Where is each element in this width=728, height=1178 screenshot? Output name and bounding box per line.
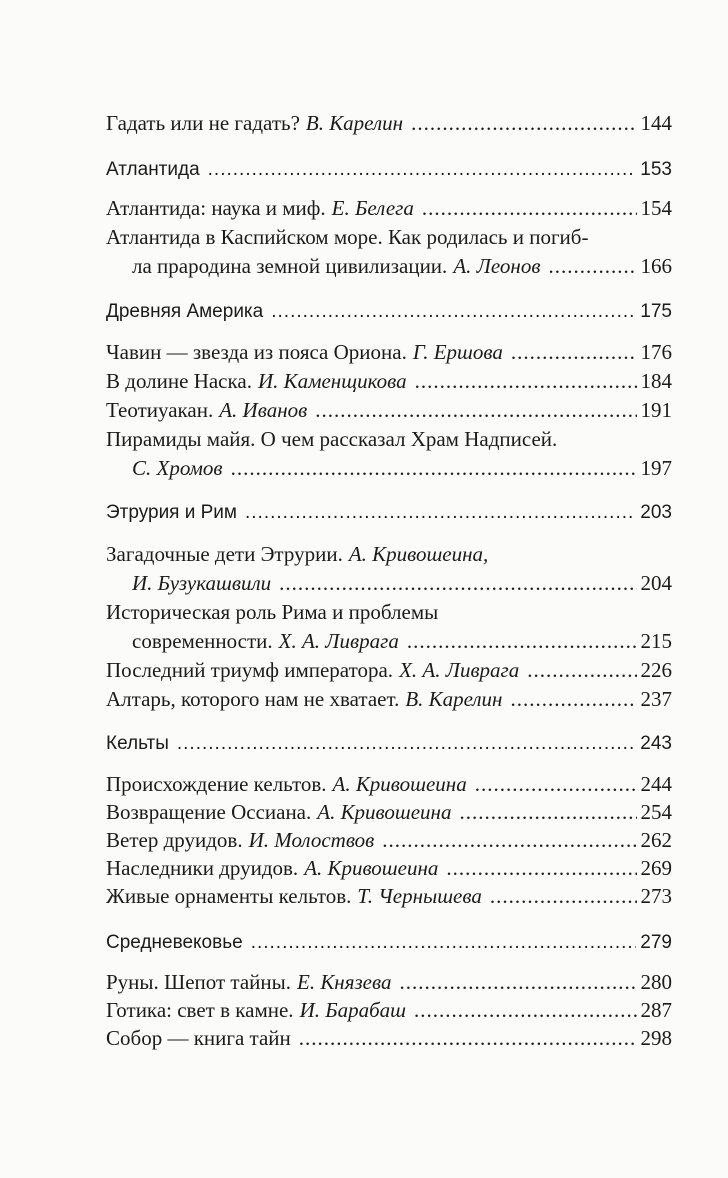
table-of-contents [106,0,672,1178]
entry-title: Происхождение кельтов. [106,772,327,796]
dot-leader [177,729,636,759]
entry-author: А. Кривошеина [304,856,439,880]
entry-author: Е. Князева [297,970,392,994]
dot-leader [407,626,637,656]
entry-title: современности. [132,629,273,653]
entry-title: Атлантида: наука и миф. [106,196,326,220]
entry-title: В долине Наска. [106,369,252,393]
toc-entry [106,539,672,569]
entry-page-number: 254 [640,800,672,824]
entry-page-number: 154 [640,196,672,220]
entry-page-number: 191 [640,398,672,422]
entry-author: А. Леонов [453,254,541,278]
dot-leader [475,769,637,799]
entry-page-number: 273 [640,884,672,908]
entry-page-number: 166 [640,254,672,278]
dot-leader [490,881,637,911]
entry-page-number: 176 [640,340,672,364]
dot-leader [399,967,636,997]
entry-page-number: 262 [640,828,672,852]
toc-entry [106,769,672,799]
toc-entry [106,424,672,454]
dot-leader [422,193,637,223]
entry-title: Теотиуакан. [106,398,214,422]
entry-title: Историческая роль Рима и проблемы [106,600,439,624]
entry-author: Г. Ершова [412,340,503,364]
toc-entry [106,193,672,223]
entry-author: В. Карелин [305,111,404,135]
entry-title: Атлантида в Каспийском море. Как родилась и погиб- [106,225,589,249]
dot-leader [510,684,636,714]
entry-title: Алтарь, которого нам не хватает. [106,687,400,711]
dot-leader [382,825,636,855]
dot-leader [251,928,637,958]
dot-leader [279,568,636,598]
entry-author: А. Кривошеина [317,800,452,824]
entry-author: И. Молоствов [248,828,375,852]
entry-title: ла прародина земной цивилизации. [132,254,448,278]
toc-entry [106,337,672,367]
toc-entry [106,881,672,911]
entry-page-number: 244 [640,772,672,796]
toc-entry-continuation [132,568,672,598]
entry-page-number: 237 [640,687,672,711]
dot-leader [446,853,636,883]
toc-entry-continuation [132,453,672,483]
entry-page-number: 184 [640,369,672,393]
entry-page-number: 243 [640,733,672,754]
entry-author: Т. Чернышева [357,884,482,908]
toc-section-heading [106,297,672,327]
dot-leader [511,337,637,367]
dot-leader [208,155,637,185]
toc-entry [106,395,672,425]
entry-page-number: 215 [640,629,672,653]
entry-page-number: 144 [640,111,672,135]
entry-title: Готика: свет в камне. [106,998,294,1022]
toc-entry-continuation [132,251,672,281]
toc-entry [106,108,672,138]
entry-title: Гадать или не гадать? [106,111,300,135]
entry-title: Наследники друидов. [106,856,299,880]
toc-section-heading [106,928,672,958]
dot-leader [411,108,636,138]
entry-page-number: 269 [640,856,672,880]
toc-entry [106,366,672,396]
entry-title: Собор — книга тайн [106,1026,291,1050]
section-title: Кельты [106,733,169,754]
entry-author: И. Бузукашвили [132,571,272,595]
dot-leader [245,498,636,528]
entry-author: А. Кривошеина [332,772,467,796]
dot-leader [459,797,636,827]
toc-entry [106,222,672,252]
entry-author: Х. А. Ливрага [399,658,520,682]
toc-section-heading [106,155,672,185]
dot-leader [299,1023,637,1053]
toc-entry [106,995,672,1025]
toc-entry-continuation [132,626,672,656]
toc-section-heading [106,729,672,759]
entry-page-number: 153 [640,159,672,180]
dot-leader [415,366,637,396]
toc-entry [106,853,672,883]
entry-author: Е. Белега [331,196,414,220]
entry-author: Х. А. Ливрага [278,629,399,653]
toc-section-heading [106,498,672,528]
toc-entry [106,597,672,627]
entry-title: Загадочные дети Этрурии. [106,542,343,566]
entry-title: Живые орнаменты кельтов. [106,884,352,908]
entry-page-number: 204 [640,571,672,595]
entry-title: Ветер друидов. [106,828,243,852]
entry-page-number: 280 [640,970,672,994]
entry-title: Возвращение Оссиана. [106,800,312,824]
toc-entry [106,797,672,827]
entry-title: Руны. Шепот тайны. [106,970,292,994]
dot-leader [414,995,636,1025]
entry-author: С. Хромов [132,456,223,480]
toc-entry [106,655,672,685]
dot-leader [315,395,636,425]
dot-leader [527,655,636,685]
entry-page-number: 197 [640,456,672,480]
entry-title: Пирамиды майя. О чем рассказал Храм Надписей. [106,427,558,451]
entry-author: А. Кривошеина, [348,542,489,566]
dot-leader [548,251,636,281]
entry-page-number: 203 [640,502,672,523]
entry-title: Чавин — звезда из пояса Ориона. [106,340,407,364]
toc-entry [106,1023,672,1053]
section-title: Средневековье [106,932,243,953]
entry-page-number: 287 [640,998,672,1022]
dot-leader [271,297,636,327]
toc-entry [106,967,672,997]
entry-author: В. Карелин [405,687,503,711]
toc-entry [106,825,672,855]
entry-page-number: 279 [640,932,672,953]
entry-author: А. Иванов [219,398,308,422]
entry-page-number: 175 [640,301,672,322]
entry-author: И. Каменщикова [257,369,407,393]
toc-entry [106,684,672,714]
section-title: Атлантида [106,159,200,180]
section-title: Этрурия и Рим [106,502,237,523]
dot-leader [231,453,637,483]
entry-page-number: 298 [640,1026,672,1050]
section-title: Древняя Америка [106,301,264,322]
entry-title: Последний триумф императора. [106,658,394,682]
entry-author: И. Барабаш [299,998,407,1022]
entry-page-number: 226 [640,658,672,682]
